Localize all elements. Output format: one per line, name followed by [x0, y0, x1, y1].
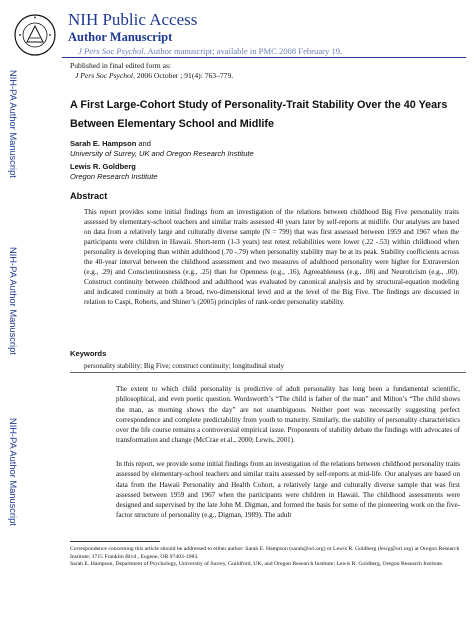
manuscript-citation — [78, 46, 342, 56]
nih-seal-logo — [14, 14, 56, 56]
footnote-rule — [70, 541, 160, 542]
keywords-heading: Keywords — [70, 349, 107, 358]
published-rest: . 2006 October ; 91(4): 763–779. — [133, 71, 234, 80]
side-banner-text: NIH-PA Author Manuscript — [8, 70, 18, 178]
citation-journal: J Pers Soc Psychol — [78, 46, 144, 56]
published-journal: J Pers Soc Psychol — [75, 71, 133, 80]
nih-public-access-title: NIH Public Access — [68, 10, 198, 29]
header-rule — [62, 57, 466, 58]
side-banner-text: NIH-PA Author Manuscript — [8, 418, 18, 526]
side-banner-text: NIH-PA Author Manuscript — [8, 247, 18, 355]
footnote-affiliations: Sarah E. Hampson, Department of Psychology, University of Surrey, Guildford, UK, and Oregon Research Institute; Lewis R. Goldberg, Oregon Research Institute. — [70, 561, 444, 568]
side-banner — [4, 70, 20, 218]
author-2-name: Lewis R. Goldberg — [70, 162, 136, 171]
body-paragraph-1: The extent to which child personality is predictive of adult personality has long been a fundamental scientific, philosophical, and even poetic question. Wordsworth’s “The child is father of the man” and Milton’s “The child shows the man, as morning shows the day” are not unambiguous. Neither poet was necessarily suggesting perfect correspondence and complete predictability from youth to maturity. Similarly, the stability of personality characteristics over the life course remains a controversial empirical issue. Proponents of stability debate the findings with advocates of transformation and change (McCrae et al., 2000; Lewis, 2001). — [116, 385, 460, 445]
author-1 — [70, 139, 151, 148]
published-label: Published in final edited form as: — [70, 61, 172, 70]
keywords-text: personality stability; Big Five; construct continuity; longitudinal study — [84, 362, 284, 370]
published-citation — [75, 71, 233, 80]
article-title: A First Large-Cohort Study of Personality-Trait Stability Over the 40 Years Between Elementary School and Midlife — [70, 99, 448, 130]
footnote-correspondence: Correspondence concerning this article should be addressed to either author: Sarah E. Hampson (sarah@ori.org) or Lewis R. Goldberg (lewg@ori.org) at Oregon Research Institute; 1715 Franklin Blvd., Eugene, OR 97403-1983. — [70, 546, 460, 560]
footnote — [70, 546, 462, 569]
author-manuscript-label: Author Manuscript — [68, 30, 173, 44]
author-conjunction: and — [136, 139, 151, 148]
author-1-affiliation: University of Surrey, UK and Oregon Research Institute — [70, 149, 254, 158]
author-2-affiliation: Oregon Research Institute — [70, 172, 158, 181]
side-banner — [4, 418, 20, 566]
side-banner — [4, 247, 20, 395]
citation-rest: . Author manuscript; available in PMC 2008 February 19. — [143, 46, 343, 56]
abstract-heading: Abstract — [70, 191, 108, 201]
body-paragraph-2: In this report, we provide some initial findings from an investigation of the relations between childhood personality traits assessed by elementary-school teachers and similar traits assessed by self-reports at mid-life. Our analyses are based on data from the Hawaii Personality and Health Cohort, a relatively large and culturally diverse sample that was first assessed between 1959 and 1967 when the participants were children in Hawaii. The childhood assessments were designed and supervised by the late John M. Digman, and formed the basis for some of the pioneering work on the five-factor structure of personality (e.g., Digman, 1989). The adult — [116, 460, 460, 520]
author-1-name: Sarah E. Hampson — [70, 139, 137, 148]
abstract-text: This report provides some initial findings from an investigation of the relations between childhood Big Five personality traits assessed by elementary-school teachers and similar traits assessed 40 years later by self-reports at midlife. Our analyses are based on data from a relatively large and culturally diverse sample (N = 799) that was first assessed between 1959 and 1967 when the participants were children in Hawaii. Short-term (1-3 years) test retest reliabilities were lower (.22 -.53) within childhood when personality is developing than within adulthood (.70 -.79) when personality stability may be at its peak. Stability coefficients across the 40-year interval between the childhood assessment and two measures of adulthood personality were higher for Extraversion (e.g., .29) and Conscientiousness (e.g., .25) than for Openness (e.g., .16), Agreeableness (e.g., .08) and Neuroticism (e.g., .00). Construct continuity between childhood and adulthood was evaluated by canonical analysis and by structural-equation modeling and indicated continuity at both a broad, two-dimensional level and at the level of the Big Five. The findings are discussed in relation to Caspi, Roberts, and Shiner’s (2005) principles of rank-order personality stability. — [84, 208, 459, 306]
section-divider — [70, 372, 466, 373]
